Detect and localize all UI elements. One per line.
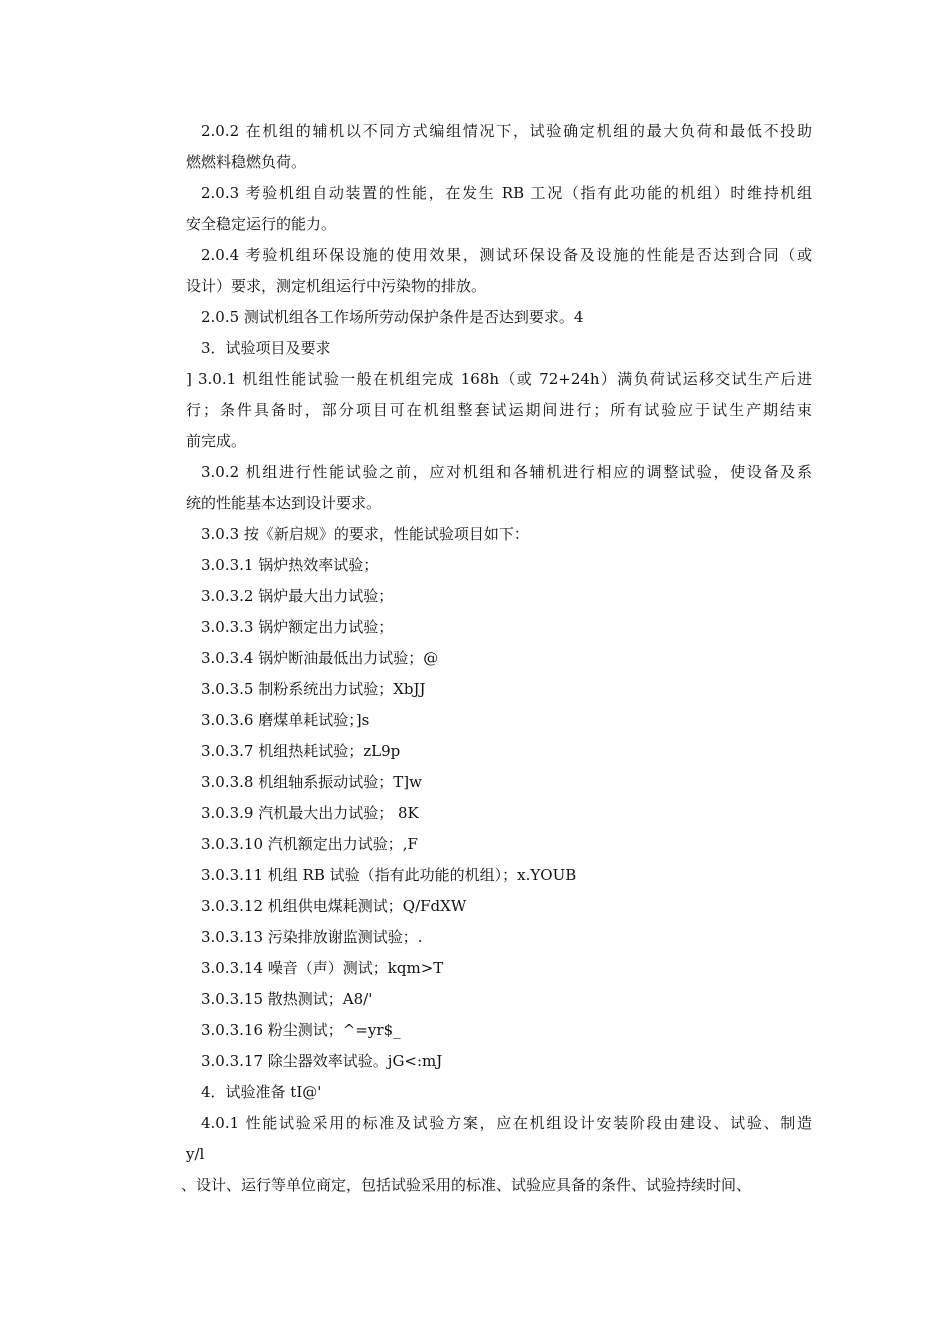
para-4-0-1-line-3: 、设计、运行等单位商定，包括试验采用的标准、试验应具备的条件、试验持续时间、 — [181, 1176, 752, 1194]
list-item-3-0-3-7: 3.0.3.7 机组热耗试验；zL9p — [201, 742, 401, 760]
para-2-0-4-line-1: 2.0.4 考验机组环保设施的使用效果，测试环保设备及设施的性能是否达到合同（或 — [201, 246, 812, 264]
para-3-0-3: 3.0.3 按《新启规》的要求，性能试验项目如下： — [201, 525, 529, 543]
list-item-3-0-3-13: 3.0.3.13 污染排放谢监测试验；. — [201, 928, 423, 946]
para-3-0-1-line-3: 前完成。 — [186, 432, 247, 450]
list-item-3-0-3-10: 3.0.3.10 汽机额定出力试验；,F — [201, 835, 418, 853]
para-2-0-5: 2.0.5 测试机组各工作场所劳动保护条件是否达到要求。4 — [201, 308, 584, 326]
list-item-3-0-3-17: 3.0.3.17 除尘器效率试验。jG<:mJ — [201, 1052, 443, 1070]
list-item-3-0-3-1: 3.0.3.1 锅炉热效率试验； — [201, 556, 379, 574]
list-item-3-0-3-8: 3.0.3.8 机组轴系振动试验；T]w — [201, 773, 422, 791]
para-4-0-1-line-2: y/l — [186, 1145, 205, 1163]
list-item-3-0-3-16: 3.0.3.16 粉尘测试；^=yr$_ — [201, 1021, 401, 1039]
para-2-0-3-line-1: 2.0.3 考验机组自动装置的性能，在发生 RB 工况（指有此功能的机组）时维持机组 — [201, 184, 812, 202]
section-4-heading: 4．试验准备 tI@' — [201, 1083, 322, 1101]
list-item-3-0-3-14: 3.0.3.14 噪音（声）测试；kqm>T — [201, 959, 444, 977]
list-item-3-0-3-4: 3.0.3.4 锅炉断油最低出力试验；@ — [201, 649, 439, 667]
section-3-heading: 3．试验项目及要求 — [201, 339, 331, 357]
para-2-0-4-line-2: 设计）要求，测定机组运行中污染物的排放。 — [186, 277, 487, 295]
list-item-3-0-3-12: 3.0.3.12 机组供电煤耗测试；Q/FdXW — [201, 897, 467, 915]
para-2-0-2-line-2: 燃燃料稳燃负荷。 — [186, 153, 307, 171]
para-4-0-1-line-1: 4.0.1 性能试验采用的标准及试验方案，应在机组设计安装阶段由建设、试验、制造 — [201, 1114, 812, 1132]
para-2-0-2-line-1: 2.0.2 在机组的辅机以不同方式编组情况下，试验确定机组的最大负荷和最低不投助 — [201, 122, 812, 140]
list-item-3-0-3-3: 3.0.3.3 锅炉额定出力试验； — [201, 618, 394, 636]
list-item-3-0-3-11: 3.0.3.11 机组 RB 试验（指有此功能的机组）；x.YOUB — [201, 866, 577, 884]
list-item-3-0-3-6: 3.0.3.6 磨煤单耗试验；]s — [201, 711, 370, 729]
list-item-3-0-3-2: 3.0.3.2 锅炉最大出力试验； — [201, 587, 394, 605]
para-3-0-2-line-1: 3.0.2 机组进行性能试验之前，应对机组和各辅机进行相应的调整试验，使设备及系 — [201, 463, 812, 481]
para-3-0-1-line-2: 行；条件具备时，部分项目可在机组整套试运期间进行；所有试验应于试生产期结束 — [186, 401, 812, 419]
list-item-3-0-3-9: 3.0.3.9 汽机最大出力试验； 8K — [201, 804, 419, 822]
para-2-0-3-line-2: 安全稳定运行的能力。 — [186, 215, 337, 233]
para-3-0-1-line-1: ] 3.0.1 机组性能试验一般在机组完成 168h（或 72+24h）满负荷试运移交试生产后进 — [186, 370, 812, 388]
para-3-0-2-line-2: 统的性能基本达到设计要求。 — [186, 494, 382, 512]
list-item-3-0-3-5: 3.0.3.5 制粉系统出力试验；XbJJ — [201, 680, 426, 698]
list-item-3-0-3-15: 3.0.3.15 散热测试；A8/' — [201, 990, 373, 1008]
